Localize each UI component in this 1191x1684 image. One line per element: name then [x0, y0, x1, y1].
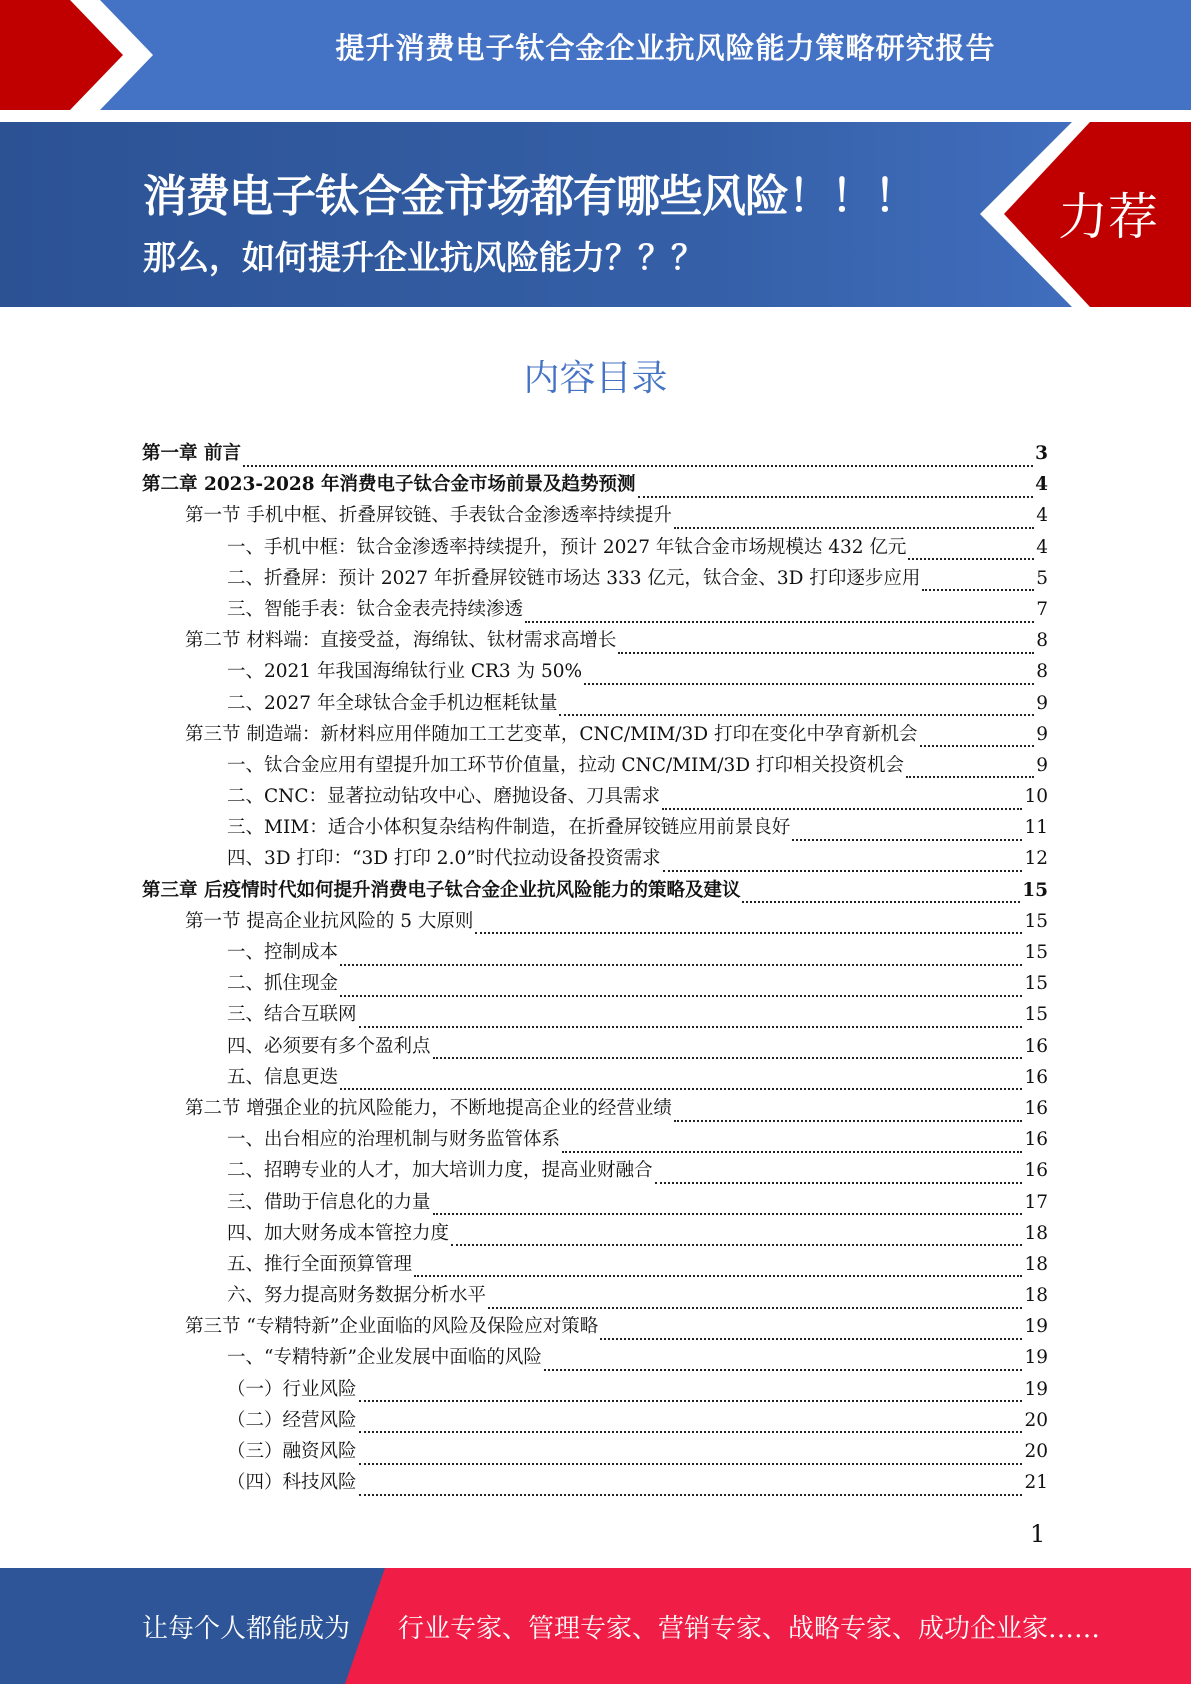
toc-entry-page: 20 — [1024, 1441, 1048, 1462]
toc-entry-page: 21 — [1024, 1472, 1048, 1494]
toc-entry-page: 19 — [1024, 1316, 1048, 1338]
toc-entry[interactable] — [142, 1436, 1048, 1467]
toc-entry-label: （二）经营风险 — [227, 1409, 357, 1431]
toc-entry[interactable] — [142, 812, 1048, 843]
table-of-contents — [142, 438, 1048, 1498]
toc-dot-leader — [922, 571, 1034, 591]
toc-entry-label: 三、借助于信息化的力量 — [227, 1191, 431, 1213]
toc-entry-page: 19 — [1024, 1347, 1048, 1369]
toc-entry-page: 9 — [1036, 723, 1048, 745]
toc-dot-leader — [451, 1226, 1022, 1246]
toc-dot-leader — [525, 603, 1034, 623]
toc-entry[interactable] — [142, 1218, 1048, 1249]
header-banner — [0, 0, 1191, 110]
toc-entry[interactable] — [142, 719, 1048, 750]
hero-subheadline: 那么，如何提升企业抗风险能力？？？ — [143, 238, 704, 277]
toc-dot-leader — [655, 1164, 1023, 1184]
toc-entry-label: 三、智能手表：钛合金表壳持续渗透 — [227, 598, 524, 620]
toc-entry-page: 17 — [1024, 1191, 1048, 1213]
toc-entry-page: 16 — [1024, 1066, 1048, 1088]
toc-entry-page: 18 — [1024, 1222, 1048, 1244]
toc-entry[interactable] — [142, 1374, 1048, 1405]
toc-entry-label: 一、出台相应的治理机制与财务监管体系 — [227, 1129, 561, 1151]
toc-entry[interactable] — [142, 906, 1048, 937]
toc-dot-leader — [638, 478, 1034, 498]
toc-entry-page: 15 — [1024, 973, 1048, 995]
toc-dot-leader — [662, 790, 1022, 810]
toc-dot-leader — [340, 946, 1022, 966]
toc-dot-leader — [433, 1039, 1023, 1059]
toc-entry[interactable] — [142, 781, 1048, 812]
toc-entry-page: 15 — [1024, 910, 1048, 932]
toc-dot-leader — [908, 540, 1034, 560]
toc-entry-label: 第二节 材料端：直接受益，海绵钛、钛材需求高增长 — [185, 630, 617, 652]
toc-entry-page: 15 — [1024, 942, 1048, 963]
toc-entry[interactable] — [142, 438, 1048, 469]
toc-entry-label: 四、3D 打印：“3D 打印 2.0”时代拉动设备投资需求 — [227, 848, 661, 870]
toc-dot-leader — [340, 1070, 1022, 1090]
toc-entry-page: 11 — [1024, 817, 1048, 839]
toc-entry-label: （一）行业风险 — [227, 1378, 357, 1400]
toc-entry[interactable] — [142, 1467, 1048, 1498]
toc-entry[interactable] — [142, 1249, 1048, 1280]
toc-entry-label: 一、钛合金应用有望提升加工环节价值量，拉动 CNC/MIM/3D 打印相关投资机会 — [227, 754, 905, 776]
hero-badge-text: 力荐 — [1058, 188, 1158, 246]
toc-entry-page: 19 — [1024, 1378, 1048, 1400]
toc-entry-label: 一、手机中框：钛合金渗透率持续提升，预计 2027 年钛合金市场规模达 432 亿元 — [227, 536, 907, 558]
toc-entry[interactable] — [142, 1062, 1048, 1093]
toc-dot-leader — [562, 1133, 1022, 1153]
toc-entry-label: 六、努力提高财务数据分析水平 — [227, 1285, 487, 1307]
toc-dot-leader — [663, 852, 1023, 872]
footer-slogan-right: 行业专家、管理专家、营销专家、战略专家、成功企业家…… — [398, 1614, 1101, 1644]
toc-entry[interactable] — [142, 500, 1048, 531]
toc-entry[interactable] — [142, 843, 1048, 874]
toc-title: 内容目录 — [523, 358, 668, 399]
toc-dot-leader — [584, 665, 1034, 685]
toc-entry-label: 第三节 “专精特新”企业面临的风险及保险应对策略 — [185, 1316, 599, 1338]
toc-entry-page: 16 — [1024, 1160, 1048, 1182]
toc-entry[interactable] — [142, 1031, 1048, 1062]
toc-dot-leader — [359, 1413, 1023, 1433]
toc-dot-leader — [559, 696, 1034, 716]
toc-entry[interactable] — [142, 1155, 1048, 1186]
toc-entry[interactable] — [142, 999, 1048, 1030]
toc-entry-label: 四、必须要有多个盈利点 — [227, 1035, 431, 1057]
toc-entry[interactable] — [142, 968, 1048, 999]
toc-dot-leader — [340, 977, 1022, 997]
toc-entry-page: 16 — [1024, 1129, 1048, 1151]
toc-dot-leader — [920, 727, 1035, 747]
toc-entry-page: 20 — [1024, 1409, 1048, 1431]
toc-entry[interactable] — [142, 1280, 1048, 1311]
toc-entry-page: 7 — [1036, 598, 1048, 620]
toc-dot-leader — [544, 1351, 1023, 1371]
toc-entry-label: 二、CNC：显著拉动钻攻中心、磨抛设备、刀具需求 — [227, 786, 660, 808]
toc-dot-leader — [618, 634, 1034, 654]
toc-entry[interactable] — [142, 625, 1048, 656]
toc-entry-label: 二、2027 年全球钛合金手机边框耗钛量 — [227, 692, 558, 714]
toc-entry-page: 15 — [1022, 879, 1048, 901]
toc-entry-page: 18 — [1024, 1285, 1048, 1307]
toc-dot-leader — [359, 1382, 1023, 1402]
toc-entry[interactable] — [142, 688, 1048, 719]
toc-entry[interactable] — [142, 1124, 1048, 1155]
toc-entry[interactable] — [142, 750, 1048, 781]
toc-entry-label: 第三节 制造端：新材料应用伴随加工工艺变革，CNC/MIM/3D 打印在变化中孕育新机会 — [185, 723, 918, 745]
toc-entry-page: 4 — [1036, 505, 1048, 527]
toc-entry-page: 15 — [1024, 1004, 1048, 1026]
toc-entry-label: 五、信息更迭 — [227, 1066, 339, 1088]
toc-entry-label: （三）融资风险 — [227, 1441, 357, 1462]
toc-entry-label: 五、推行全面预算管理 — [227, 1253, 413, 1275]
toc-entry-label: （四）科技风险 — [227, 1472, 357, 1494]
toc-entry-page: 10 — [1024, 786, 1048, 808]
hero-banner — [0, 122, 1191, 307]
toc-entry-label: 第二章 2023-2028 年消费电子钛合金市场前景及趋势预测 — [142, 474, 636, 496]
toc-dot-leader — [600, 1320, 1022, 1340]
toc-entry-label: 二、抓住现金 — [227, 973, 339, 995]
page-number: 1 — [1030, 1520, 1046, 1548]
toc-entry-label: 第一节 手机中框、折叠屏铰链、手表钛合金渗透率持续提升 — [185, 505, 672, 527]
toc-dot-leader — [359, 1008, 1023, 1028]
toc-entry-page: 16 — [1024, 1035, 1048, 1057]
toc-entry-page: 12 — [1024, 848, 1048, 870]
toc-entry-label: 第一节 提高企业抗风险的 5 大原则 — [185, 910, 474, 932]
toc-entry[interactable] — [142, 532, 1048, 563]
toc-dot-leader — [243, 447, 1033, 467]
toc-entry[interactable] — [142, 1342, 1048, 1373]
toc-entry[interactable] — [142, 1187, 1048, 1218]
report-title: 提升消费电子钛合金企业抗风险能力策略研究报告 — [335, 31, 996, 65]
toc-entry-label: 一、“专精特新”企业发展中面临的风险 — [227, 1347, 542, 1369]
toc-dot-leader — [359, 1445, 1023, 1465]
toc-entry-page: 9 — [1036, 692, 1048, 714]
toc-dot-leader — [414, 1257, 1022, 1277]
toc-entry[interactable] — [142, 656, 1048, 687]
toc-entry-label: 一、2021 年我国海绵钛行业 CR3 为 50% — [227, 661, 583, 683]
toc-entry-label: 第一章 前言 — [142, 443, 241, 464]
toc-entry-page: 16 — [1024, 1097, 1048, 1119]
toc-entry-label: 二、招聘专业的人才，加大培训力度，提高业财融合 — [227, 1160, 653, 1182]
toc-entry[interactable] — [142, 563, 1048, 594]
toc-entry-label: 一、控制成本 — [227, 942, 339, 963]
toc-dot-leader — [906, 758, 1034, 778]
toc-dot-leader — [792, 821, 1022, 841]
toc-entry-page: 3 — [1035, 443, 1048, 464]
toc-entry-page: 4 — [1036, 536, 1048, 558]
toc-entry-label: 三、结合互联网 — [227, 1004, 357, 1026]
footer-banner — [0, 1568, 1191, 1684]
toc-entry-label: 第二节 增强企业的抗风险能力，不断地提高企业的经营业绩 — [185, 1097, 672, 1119]
toc-entry[interactable] — [142, 594, 1048, 625]
toc-dot-leader — [674, 1102, 1023, 1122]
toc-entry[interactable] — [142, 937, 1048, 968]
toc-entry[interactable] — [142, 469, 1048, 500]
toc-entry-label: 第三章 后疫情时代如何提升消费电子钛合金企业抗风险能力的策略及建议 — [142, 879, 741, 901]
toc-entry[interactable] — [142, 1093, 1048, 1124]
toc-entry-page: 9 — [1036, 754, 1048, 776]
toc-entry[interactable] — [142, 1405, 1048, 1436]
toc-entry-label: 二、折叠屏：预计 2027 年折叠屏铰链市场达 333 亿元，钛合金、3D 打印逐步应用 — [227, 567, 921, 589]
toc-dot-leader — [359, 1476, 1023, 1496]
toc-entry-page: 18 — [1024, 1253, 1048, 1275]
footer-slogan-left: 让每个人都能成为 — [142, 1614, 351, 1644]
toc-entry-label: 四、加大财务成本管控力度 — [227, 1222, 450, 1244]
toc-dot-leader — [488, 1289, 1022, 1309]
toc-entry[interactable] — [142, 1311, 1048, 1342]
toc-dot-leader — [674, 509, 1034, 529]
hero-headline: 消费电子钛合金市场都有哪些风险！！！ — [143, 171, 917, 222]
toc-entry-page: 8 — [1036, 630, 1048, 652]
toc-dot-leader — [475, 914, 1022, 934]
toc-entry-page: 8 — [1036, 661, 1048, 683]
toc-dot-leader — [433, 1195, 1023, 1215]
toc-entry-page: 4 — [1035, 474, 1048, 496]
toc-entry-label: 三、MIM：适合小体积复杂结构件制造，在折叠屏铰链应用前景良好 — [227, 817, 791, 839]
toc-dot-leader — [742, 883, 1020, 903]
toc-entry[interactable] — [142, 875, 1048, 906]
toc-entry-page: 5 — [1036, 567, 1048, 589]
